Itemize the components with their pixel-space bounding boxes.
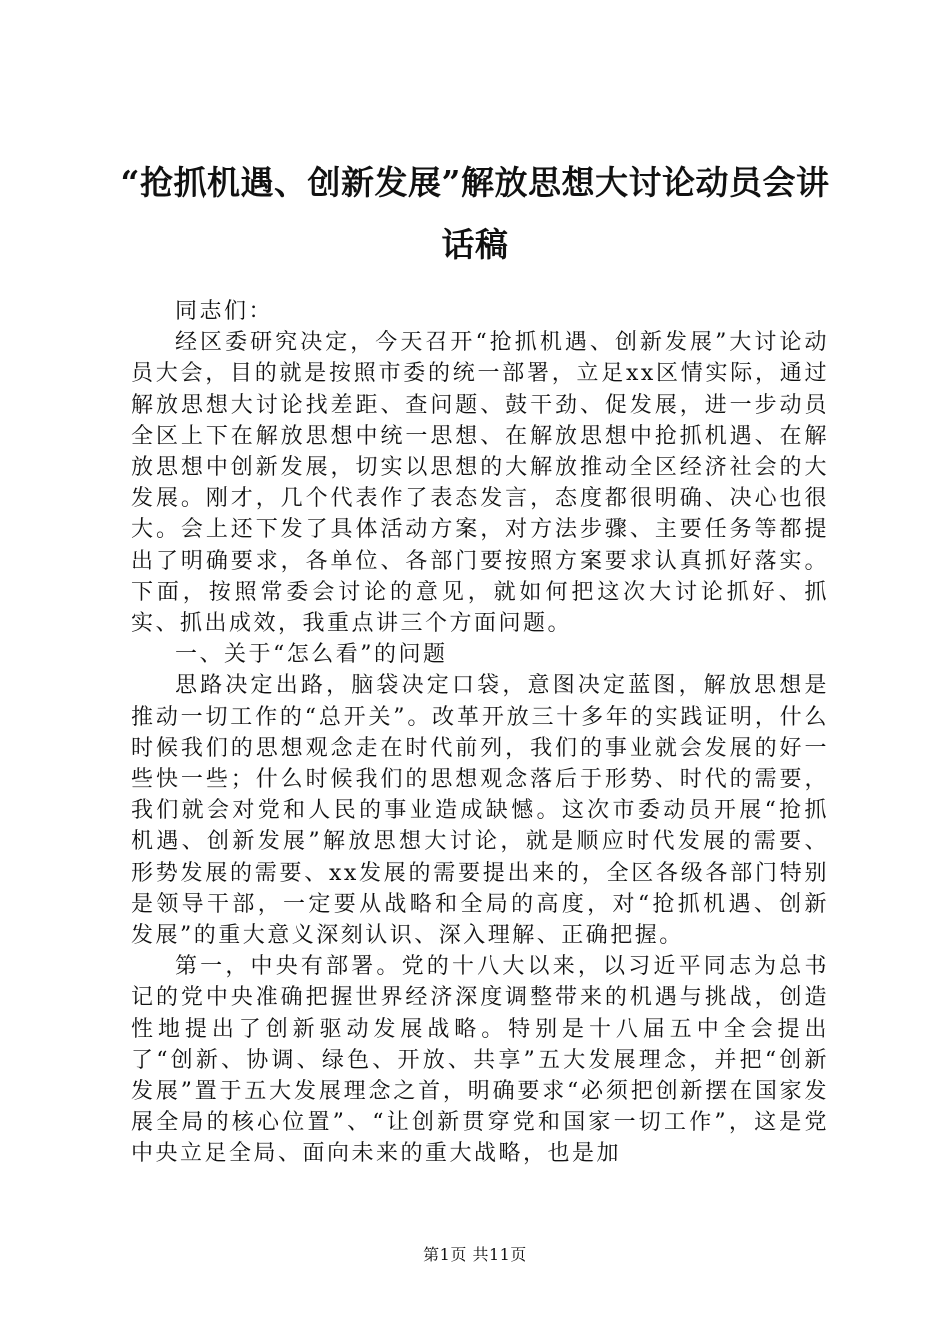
salutation-paragraph: 同志们： — [175, 299, 274, 324]
body-paragraph: 第一，中央有部署。党的十八大以来，以习近平同志为总书记的党中央准确把握世界经济深度调整带来的机遇与挑战，创造性地提出了创新驱动发展战略。特别是十八届五中全会提出了“创新、协调、绿色、开放、共享”五大发展理念，并把“创新发展”置于五大发展理念之首，明确要求“必须把创新摆在国家发展全局的核心位置”、“让创新贯穿党和国家一切工作”，这是党中央立足全局、面向未来的重大战略，也是加 — [131, 954, 829, 1167]
document-body — [131, 296, 829, 1170]
body-paragraph: 思路决定出路，脑袋决定口袋，意图决定蓝图，解放思想是推动一切工作的“总开关”。改革开放三十多年的实践证明，什么时候我们的思想观念走在时代前列，我们的事业就会发展的好一些快一些；什么时候我们的思想观念落后于形势、时代的需要，我们就会对党和人民的事业造成缺憾。这次市委动员开展“抢抓机遇、创新发展”解放思想大讨论，就是顺应时代发展的需要、形势发展的需要、xx发展的需要提出来的，全区各级各部门特别是领导干部，一定要从战略和全局的高度，对“抢抓机遇、创新发展”的重大意义深刻认识、深入理解、正确把握。 — [131, 673, 829, 949]
section-heading: 一、关于“怎么看”的问题 — [175, 642, 448, 668]
page-number-footer: 第1页 共11页 — [423, 1245, 527, 1264]
document-title: “抢抓机遇、创新发展”解放思想大讨论动员会讲话稿 — [120, 163, 830, 264]
intro-paragraph: 经区委研究决定，今天召开“抢抓机遇、创新发展”大讨论动员大会，目的就是按照市委的统一部署，立足xx区情实际，通过解放思想大讨论找差距、查问题、鼓干劲、促发展，进一步动员全区上下在解放思想中统一思想、在解放思想中抢抓机遇、在解放思想中创新发展，切实以思想的大解放推动全区经济社会的大发展。刚才，几个代表作了表态发言，态度都很明确、决心也很大。会上还下发了具体活动方案，对方法步骤、主要任务等都提出了明确要求，各单位、各部门要按照方案要求认真抓好落实。下面，按照常委会讨论的意见，就如何把这次大讨论抓好、抓实、抓出成效，我重点讲三个方面问题。 — [131, 330, 829, 637]
